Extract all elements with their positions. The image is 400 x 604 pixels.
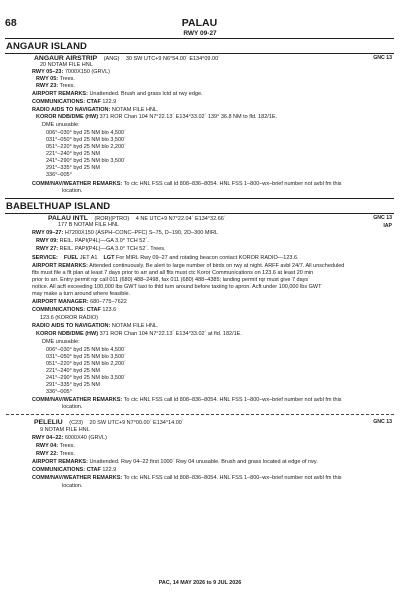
page-subtitle: RWY 09-27	[183, 30, 217, 37]
runway-end-line: RWY 27: REIL. PAPI(P4L)—GA 3.0° TCH 52´. Trees.	[36, 246, 166, 252]
radio-aids: RADIO AIDS TO NAVIGATION: NOTAM FILE HNL.	[32, 323, 159, 329]
dme-header: DME unusable:	[42, 339, 80, 345]
section-rule	[5, 213, 394, 214]
airport-location: 20 SW UTC+9 N7°00.00´ E134°14.00´	[89, 420, 184, 426]
dme-item: 006°–030° byd 25 NM blo 4,500´	[46, 130, 126, 136]
airport-name: PELELIU	[34, 419, 63, 426]
airport-id: (ANG)	[103, 56, 120, 62]
airport-manager: AIRPORT MANAGER: 680–775–7622	[32, 299, 127, 305]
airport-id: (ROR)(PTRO)	[94, 216, 130, 222]
communications: COMMUNICATIONS: CTAF 122.9	[32, 467, 117, 473]
page-footer: PAC, 14 MAY 2026 to 9 JUL 2026	[158, 580, 242, 586]
airport-remarks: AIRPORT REMARKS: Unattended. Rwy 04–22 first 1000´ Rwy 04 unusable. Brush and grass located at edge of rwy.	[32, 459, 318, 465]
dme-item: 221°–240° byd 25 NM	[46, 151, 100, 157]
dme-item: 051°–220° byd 25 NM blo 2,200´	[46, 144, 126, 150]
communications-freq: 123.6 (KOROR RADIO)	[40, 315, 99, 321]
airport-name: ANGAUR AIRSTRIP	[34, 55, 98, 62]
airport-remarks-cont: notice. All acft exceeding 100,000 lbs GWT taxi to thld turn around before taxiing to apron. Acft under 100,000 lbs GWT	[32, 284, 322, 290]
airport-id: (C23)	[69, 420, 83, 426]
runway-end-line: RWY 23: Trees.	[36, 83, 75, 89]
airport-elevation: 9 NOTAM FILE HNL	[40, 427, 90, 433]
navaid-line: KOROR NDB/DME (HW) 371 ROR Chan 104 N7°22.13´ E134°33.02´ at fld. 182/1E.	[36, 331, 242, 337]
runway-line: RWY 05–23: 7000X150 (GRVL)	[32, 69, 110, 75]
dme-item: 241°–290° byd 25 NM blo 3,500´	[46, 375, 126, 381]
section-rule	[5, 53, 394, 54]
dme-item: 031°–050° byd 25 NM blo 3,500´	[46, 354, 126, 360]
airport-remarks: AIRPORT REMARKS: Attended continuously. Be alert to large number of birds on rwy at night. ARFF avbl 24/7. All unscheduled	[32, 263, 345, 269]
comm-nav-remarks: COMM/NAV/WEATHER REMARKS: To ctc HNL FSS call ld 808–836–8054. HNL FSS 1–800–wx–brief number not avbl fm this	[32, 397, 342, 403]
comm-nav-remarks: COMM/NAV/WEATHER REMARKS: To ctc HNL FSS call ld 808–836–8054. HNL FSS 1–800–wx–brief number not avbl fm this	[32, 475, 342, 481]
airport-remarks-cont: prior to arr. Entry permit rqr call 011 (680) 488–2498, fax 011 (680) 488–4385; landing permit rqr must give 7 days	[32, 277, 309, 283]
runway-end-line: RWY 04: Trees.	[36, 443, 75, 449]
airport-remarks: AIRPORT REMARKS: Unattended. Brush and grass lctd at rwy edge.	[32, 91, 203, 97]
comm-nav-remarks: COMM/NAV/WEATHER REMARKS: To ctc HNL FSS call ld 808–836–8054. HNL FSS 1–800–wx–brief number not avbl fm this	[32, 181, 342, 187]
header-rule	[5, 38, 394, 39]
radio-aids: RADIO AIDS TO NAVIGATION: NOTAM FILE HNL.	[32, 107, 159, 113]
dme-item: 291°–335° byd 25 NM	[46, 165, 100, 171]
airport-elevation: 20 NOTAM FILE HNL	[40, 62, 93, 68]
airport-location: 30 SW UTC+9 N6°54.00´ E134°09.00´	[125, 56, 220, 62]
runway-line: RWY 04–22: 6000X40 (GRVL)	[32, 435, 107, 441]
dme-item: 291°–335° byd 25 NM	[46, 382, 100, 388]
runway-end-line: RWY 05: Trees.	[36, 76, 75, 82]
airport-heading-peleliu	[34, 419, 184, 427]
airport-remarks-cont: may make a turn around where feasible.	[32, 291, 131, 297]
runway-end-line: RWY 09: REIL. PAPI(P4L)—GA 3.0° TCH 52´.	[36, 238, 149, 244]
dme-item: 051°–220° byd 25 NM blo 2,200´	[46, 361, 126, 367]
section-title-angaur: ANGAUR ISLAND	[6, 41, 87, 52]
section-title-babelthuap: BABELTHUAP ISLAND	[6, 201, 111, 212]
dme-header: DME unusable:	[42, 122, 80, 128]
page-number: 68	[5, 17, 17, 29]
entry-separator	[6, 414, 394, 415]
state-title: PALAU	[181, 17, 218, 29]
chart-ref: GNC 13	[373, 55, 392, 61]
page-header	[5, 17, 394, 29]
comm-nav-remarks-cont: location.	[62, 188, 83, 194]
dme-item: 336°–005°	[46, 172, 72, 178]
airport-remarks-cont: flts must file a flt plan at least 7 days prior to arr and all flts must ctc Koror Communications on 123.6 at least 20 min	[32, 270, 314, 276]
comm-nav-remarks-cont: location.	[62, 483, 83, 489]
dme-item: 006°–030° byd 25 NM blo 4,500´	[46, 347, 126, 353]
airport-name: PALAU INTL	[48, 215, 88, 222]
dme-item: 241°–290° byd 25 NM blo 3,500´	[46, 158, 126, 164]
chart-ref: GNC 13	[373, 419, 392, 425]
service-line: SERVICE: FUEL JET A1 LGT For MIRL Rwy 09–27 and rotating beacon contact KOROR RADIO—123.6.	[32, 255, 299, 261]
dme-item: 221°–240° byd 25 NM	[46, 368, 100, 374]
communications: COMMUNICATIONS: CTAF 122.9	[32, 99, 117, 105]
comm-nav-remarks-cont: location.	[62, 404, 83, 410]
section-rule	[5, 198, 394, 199]
airport-location: 4 NE UTC+9 N7°22.04´ E134°32.66´	[135, 216, 226, 222]
chart-ref: GNC 13 IAP	[373, 215, 392, 229]
dme-item: 336°–005°	[46, 389, 72, 395]
airport-elevation: 177 B NOTAM FILE HNL	[58, 222, 120, 228]
runway-end-line: RWY 22: Trees.	[36, 451, 75, 457]
dme-item: 031°–050° byd 25 NM blo 3,500´	[46, 137, 126, 143]
communications: COMMUNICATIONS: CTAF 123.6	[32, 307, 117, 313]
runway-line: RWY 09–27: H7200X150 (ASPH–CONC–PFC) S–75, D–190, 2D–300 MIRL	[32, 230, 218, 236]
navaid-line: KOROR NDB/DME (HW) 371 ROR Chan 104 N7°22.13´ E134°33.02´ 139° 36.8 NM to fld. 182/1E.	[36, 114, 278, 120]
